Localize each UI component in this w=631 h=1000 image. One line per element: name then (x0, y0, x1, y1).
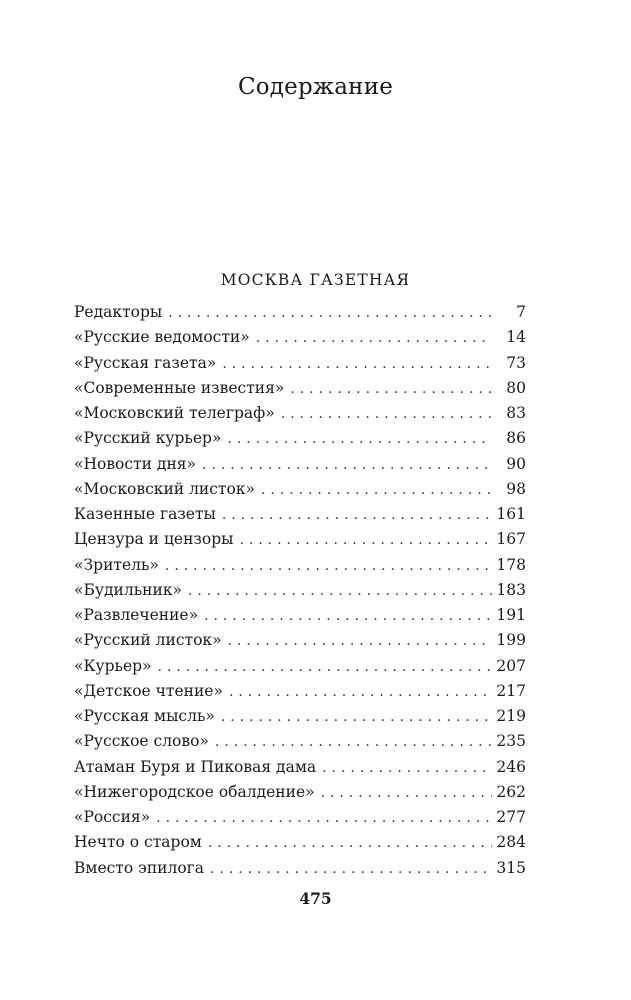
toc-entry (74, 856, 526, 881)
toc-entry-title: «Новости дня» (74, 454, 197, 473)
dot-leader (165, 554, 492, 579)
toc-entry-page: 191 (496, 606, 526, 624)
page-number: 475 (299, 889, 332, 908)
toc-entry (74, 780, 526, 805)
toc-entry-title: Вместо эпилога (74, 858, 205, 877)
dot-leader (281, 402, 492, 427)
toc-entry-title: «Россия» (74, 808, 151, 826)
dot-leader (204, 604, 492, 629)
toc-entry-page: 14 (506, 328, 526, 347)
toc-entry (74, 679, 526, 704)
toc-entry-page: 7 (516, 303, 526, 321)
dot-leader (228, 629, 492, 654)
toc-entry (74, 376, 526, 401)
dot-leader (222, 352, 492, 377)
dot-leader (210, 857, 492, 882)
dot-leader (168, 301, 492, 326)
dot-leader (322, 756, 492, 781)
dot-leader (202, 453, 492, 478)
toc-entry-title: «Московский телеграф» (74, 404, 275, 422)
toc-entry-page: 315 (496, 858, 526, 877)
toc-entry-page: 219 (496, 707, 526, 725)
toc-entry (74, 527, 526, 552)
toc-entry (74, 426, 526, 451)
toc-entry-title: Казенные газеты (74, 505, 216, 523)
toc-entry-page: 284 (496, 833, 526, 852)
dot-leader (221, 705, 492, 730)
toc-entry-page: 98 (506, 479, 526, 498)
toc-entry-page: 178 (496, 555, 526, 574)
toc-entry-title: «Зритель» (74, 555, 159, 574)
toc-entry-page: 199 (496, 631, 526, 650)
toc-entry-title: Редакторы (74, 303, 163, 321)
toc-entry-title: «Детское чтение» (74, 681, 223, 700)
dot-leader (222, 503, 492, 528)
toc-entry-title: «Будильник» (74, 580, 182, 599)
toc-entry-title: Атаман Буря и Пиковая дама (74, 757, 317, 776)
toc-entry (74, 553, 526, 578)
toc-entry-page: 161 (496, 505, 526, 523)
page-title: Содержание (237, 74, 394, 100)
toc-entry-page: 183 (496, 580, 526, 599)
toc-entry-title: «Русская газета» (74, 353, 217, 372)
toc-entry-page: 235 (496, 732, 526, 751)
dot-leader (156, 806, 492, 831)
dot-leader (158, 655, 492, 680)
toc-entry (74, 502, 526, 527)
toc-entry-page: 207 (496, 656, 526, 675)
toc-entry-page: 217 (496, 681, 526, 700)
dot-leader (261, 478, 492, 503)
toc-entry-title: «Русские ведомости» (74, 328, 250, 347)
toc-entry (74, 755, 526, 780)
dot-leader (321, 781, 492, 806)
toc-entry (74, 401, 526, 426)
toc-entry-title: «Современные известия» (74, 378, 285, 397)
toc-entry-title: «Русское слово» (74, 732, 209, 751)
toc-entry (74, 477, 526, 502)
dot-leader (208, 831, 492, 856)
toc-entry (74, 603, 526, 628)
toc-entry (74, 704, 526, 729)
toc-entry (74, 830, 526, 855)
toc-entry-title: «Русский листок» (74, 631, 222, 650)
toc-entry (74, 325, 526, 350)
toc-entry (74, 729, 526, 754)
dot-leader (227, 427, 492, 452)
table-of-contents (74, 300, 526, 881)
toc-entry-title: «Курьер» (74, 656, 152, 675)
dot-leader (290, 377, 492, 402)
dot-leader (256, 326, 492, 351)
toc-entry-title: «Развлечение» (74, 606, 199, 624)
toc-entry-title: «Русский курьер» (74, 429, 222, 448)
toc-entry-title: «Русская мысль» (74, 707, 215, 725)
toc-entry-page: 277 (496, 808, 526, 826)
toc-entry-title: Цензура и цензоры (74, 530, 234, 549)
toc-entry-title: «Московский листок» (74, 479, 256, 498)
toc-entry (74, 654, 526, 679)
toc-entry (74, 628, 526, 653)
section-heading: МОСКВА ГАЗЕТНАЯ (220, 271, 411, 289)
toc-entry-page: 80 (506, 378, 526, 397)
toc-entry (74, 578, 526, 603)
dot-leader (188, 579, 492, 604)
dot-leader (239, 528, 492, 553)
toc-entry-title: Нечто о старом (74, 833, 202, 852)
toc-entry (74, 300, 526, 325)
toc-entry (74, 351, 526, 376)
toc-entry-page: 73 (506, 353, 526, 372)
toc-entry-page: 83 (506, 404, 526, 422)
dot-leader (215, 730, 492, 755)
toc-entry (74, 805, 526, 830)
toc-entry-page: 167 (496, 530, 526, 549)
toc-entry-page: 90 (506, 454, 526, 473)
toc-entry-title: «Нижегородское обалдение» (74, 782, 315, 801)
toc-entry (74, 452, 526, 477)
toc-entry-page: 86 (506, 429, 526, 448)
toc-entry-page: 262 (496, 782, 526, 801)
dot-leader (229, 680, 492, 705)
toc-entry-page: 246 (496, 757, 526, 776)
